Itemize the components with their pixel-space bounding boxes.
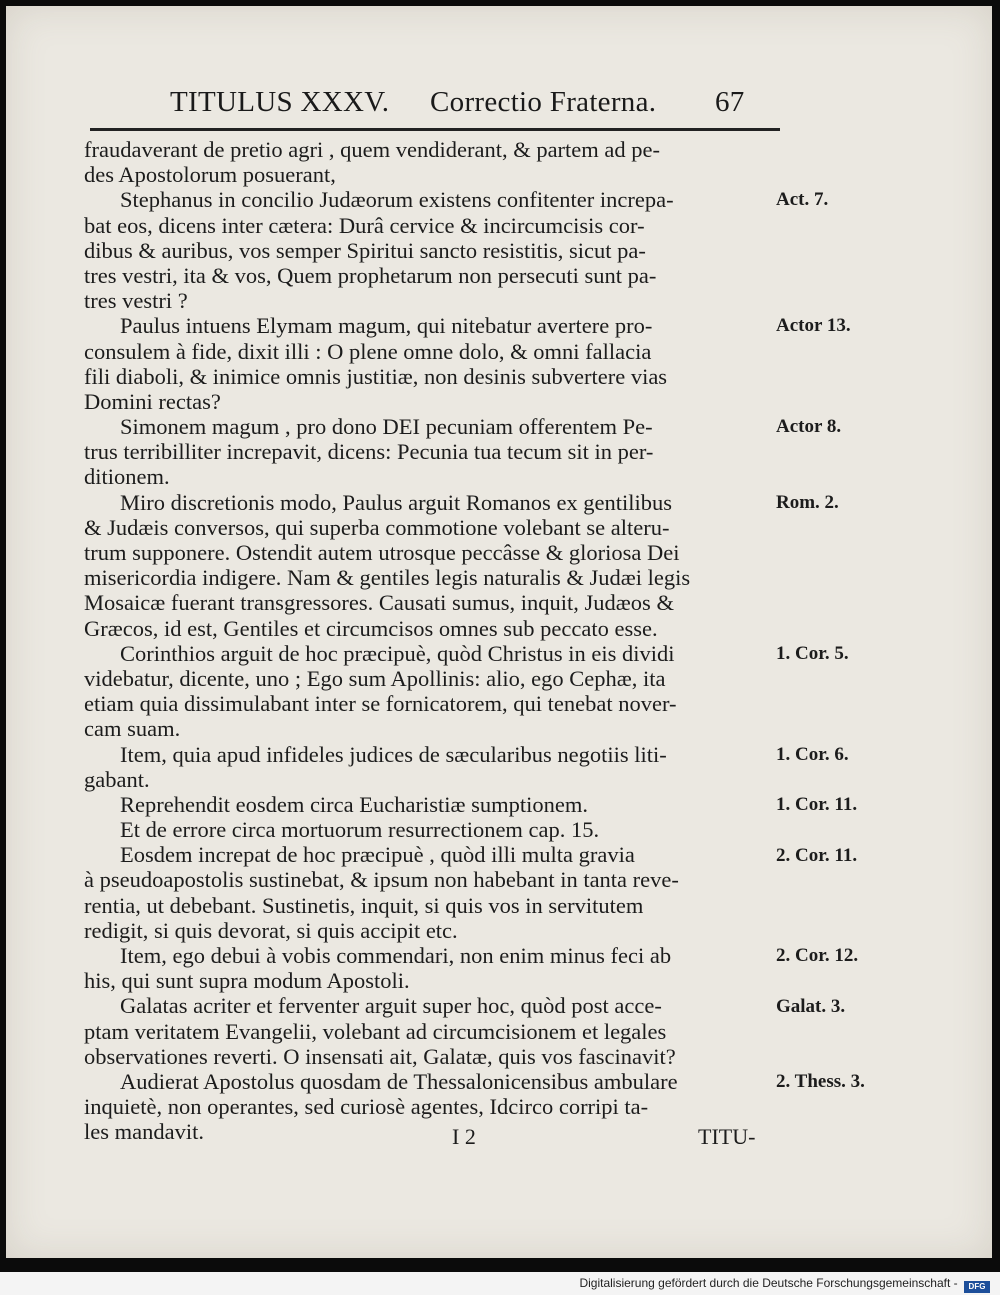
dfg-footer <box>579 1276 990 1293</box>
text-line: redigit, si quis devorat, si quis accipit etc. <box>84 917 458 943</box>
text-line: des Apostolorum posuerant, <box>84 162 336 188</box>
header-title: TITULUS XXXV. <box>170 86 390 118</box>
running-header <box>170 86 760 126</box>
text-line: bat eos, dicens inter cætera: Durâ cervice & incircumcisis cor- <box>84 212 645 238</box>
catchword: TITU- <box>698 1124 756 1149</box>
text-line: consulem à fide, dixit illi : O plene omne dolo, & omni fallacia <box>84 338 652 364</box>
text-line: fili diaboli, & inimice omnis justitiæ, non desinis subvertere vias <box>84 363 668 389</box>
text-line: fraudaverant de pretio agri , quem vendiderant, & partem ad pe- <box>84 137 661 162</box>
text-line: à pseudoapostolis sustinebat, & ipsum non habebant in tanta reve- <box>84 867 679 893</box>
text-line: Paulus intuens Elymam magum, qui nitebatur avertere pro- <box>120 313 653 339</box>
header-subtitle: Correctio Fraterna. <box>430 86 657 118</box>
body-text <box>84 137 774 1145</box>
text-line: his, qui sunt supra modum Apostoli. <box>84 968 410 994</box>
footer-text: Digitalisierung gefördert durch die Deutsche Forschungsgemeinschaft - <box>579 1276 958 1290</box>
text-line: & Judæis conversos, qui superba commotione volebant se alteru- <box>84 514 670 540</box>
text-line: misericordia indigere. Nam & gentiles legis naturalis & Judæi legis <box>84 565 691 591</box>
margin-note: Act. 7. <box>776 189 829 211</box>
text-line: cam suam. <box>84 716 181 742</box>
text-line: Reprehendit eosdem circa Eucharistiæ sumptionem. <box>120 791 588 817</box>
text-line: trum supponere. Ostendit autem utrosque peccâsse & gloriosa Dei <box>84 540 680 565</box>
text-line: observationes reverti. O insensati ait, Galatæ, quis vos fascinavit? <box>84 1043 676 1069</box>
text-line: Mosaicæ fuerant transgressores. Causati sumus, inquit, Judæos & <box>84 590 674 616</box>
text-line: Corinthios arguit de hoc præcipuè, quòd Christus in eis dividi <box>120 640 675 666</box>
page-number: 67 <box>715 86 745 118</box>
margin-note: Rom. 2. <box>776 491 839 513</box>
margin-note: 1. Cor. 5. <box>776 643 849 664</box>
text-line: Et de errore circa mortuorum resurrectionem cap. 15. <box>120 817 600 843</box>
margin-note: 2. Cor. 12. <box>776 945 859 967</box>
text-line: videbatur, dicente, uno ; Ego sum Apollinis: alio, ego Cephæ, ita <box>84 665 666 691</box>
text-line: dibus & auribus, vos semper Spiritui sancto resistitis, sicut pa- <box>84 237 646 263</box>
text-line: Item, ego debui à vobis commendari, non enim minus feci ab <box>120 943 672 968</box>
text-line: Stephanus in concilio Judæorum existens confitenter increpa- <box>120 187 674 213</box>
text-line: tres vestri ? <box>84 288 188 314</box>
text-line: Domini rectas? <box>84 388 221 414</box>
margin-note: Galat. 3. <box>776 995 846 1017</box>
text-line: gabant. <box>84 766 150 792</box>
text-line: ditionem. <box>84 464 170 490</box>
text-line: etiam quia dissimulabant inter se fornicatorem, qui tenebat nover- <box>84 691 677 717</box>
text-line: trus terribilliter increpavit, dicens: Pecunia tua tecum sit in per- <box>84 439 654 465</box>
text-line: Græcos, id est, Gentiles et circumcisos omnes sub peccato esse. <box>84 615 658 641</box>
margin-note: 1. Cor. 11. <box>776 794 858 816</box>
dfg-logo-icon: DFG <box>964 1281 990 1293</box>
margin-note: 2. Cor. 11. <box>776 844 858 866</box>
margin-note: Actor 13. <box>776 315 851 337</box>
text-line: Simonem magum , pro dono DEI pecuniam offerentem Pe- <box>120 414 653 440</box>
text-line: tres vestri, ita & vos, Quem prophetarum non persecuti sunt pa- <box>84 262 657 288</box>
text-line: Miro discretionis modo, Paulus arguit Romanos ex gentilibus <box>120 489 673 515</box>
text-line: ptam veritatem Evangelii, volebant ad circumcisionem et legales <box>84 1018 667 1044</box>
text-line: Eosdem increpat de hoc præcipuè , quòd illi multa gravia <box>120 842 635 868</box>
signature-mark: I 2 <box>452 1124 476 1149</box>
margin-note: 2. Thess. 3. <box>776 1071 865 1093</box>
text-line: les mandavit. <box>84 1119 204 1145</box>
text-line: Galatas acriter et ferventer arguit super hoc, quòd post acce- <box>120 993 662 1019</box>
text-line: rentia, ut debebant. Sustinetis, inquit, si quis vos in servitutem <box>84 892 644 918</box>
text-line: Item, quia apud infideles judices de sæcularibus negotiis liti- <box>120 741 667 767</box>
text-line: Audierat Apostolus quosdam de Thessalonicensibus ambulare <box>120 1068 678 1094</box>
header-rule <box>90 128 780 131</box>
margin-note: Actor 8. <box>776 416 842 438</box>
margin-note: 1. Cor. 6. <box>776 743 849 765</box>
text-line: inquietè, non operantes, sed curiosè agentes, Idcirco corripi ta- <box>84 1094 649 1120</box>
